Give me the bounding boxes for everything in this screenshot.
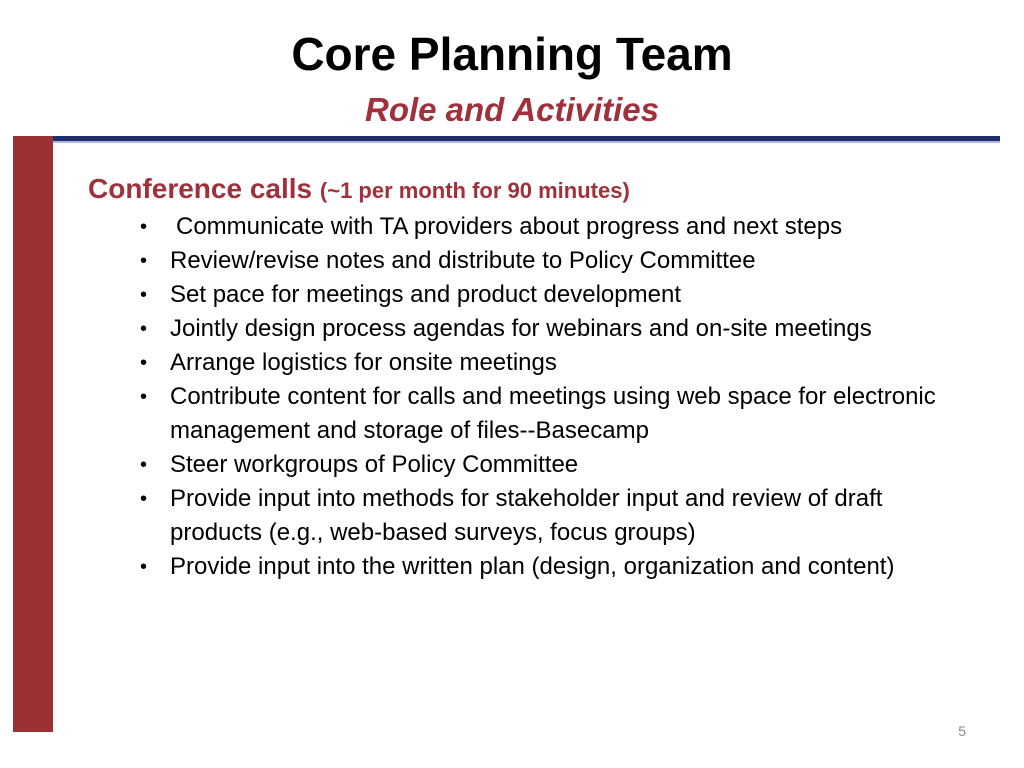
bullet-list — [88, 210, 948, 584]
list-item-text: Arrange logistics for onsite meetings — [170, 349, 557, 376]
bullet-icon: • — [140, 386, 148, 408]
sidebar-accent-bar — [13, 136, 53, 732]
slide-subtitle: Role and Activities — [364, 91, 660, 128]
list-item-text: Jointly design process agendas for webinars and on-site meetings — [170, 315, 872, 342]
bullet-icon: • — [140, 454, 148, 476]
bullet-icon: • — [140, 556, 148, 578]
slide-title: Core Planning Team — [291, 28, 733, 80]
list-item — [88, 482, 948, 550]
bullet-icon: • — [140, 352, 148, 374]
list-item-text: Set pace for meetings and product development — [170, 281, 681, 308]
list-item — [88, 550, 948, 584]
list-item-text: Review/revise notes and distribute to Policy Committee — [170, 247, 756, 274]
bullet-icon: • — [140, 318, 148, 340]
slide-content — [88, 170, 948, 584]
section-heading-text: Conference calls — [88, 173, 313, 204]
header-divider-line — [53, 136, 1000, 143]
list-item-text: Communicate with TA providers about progress and next steps — [176, 213, 843, 240]
bullet-icon: • — [140, 216, 148, 238]
section-heading-note: (~1 per month for 90 minutes) — [319, 178, 630, 203]
list-item-text: Provide input into the written plan (design, organization and content) — [170, 553, 895, 580]
list-item — [88, 278, 948, 312]
bullet-icon: • — [140, 488, 148, 510]
list-item-text: Steer workgroups of Policy Committee — [170, 451, 579, 478]
list-item — [88, 210, 948, 244]
bullet-icon: • — [140, 250, 148, 272]
list-item — [88, 380, 948, 448]
section-heading — [88, 170, 948, 210]
list-item-text: Provide input into methods for stakeholder input and review of draft products (e.g., web-based surveys, focus groups) — [170, 485, 883, 546]
list-item — [88, 312, 948, 346]
bullet-icon: • — [140, 284, 148, 306]
list-item-text: Contribute content for calls and meetings using web space for electronic management and storage of files--Basecamp — [170, 383, 936, 444]
list-item — [88, 244, 948, 278]
page-number: 5 — [958, 723, 966, 739]
list-item — [88, 346, 948, 380]
list-item — [88, 448, 948, 482]
